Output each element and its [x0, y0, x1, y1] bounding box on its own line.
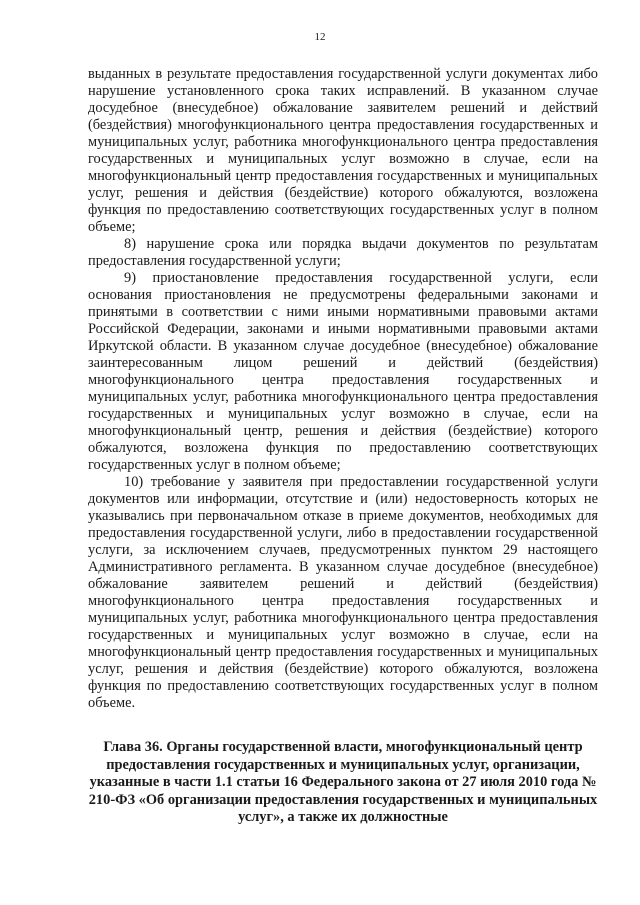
page-number: 12	[314, 31, 326, 43]
chapter-heading: Глава 36. Органы государственной власти, многофункциональный центр предоставления государственных и муниципальных услуг, организации, указанные в части 1.1 статьи 16 Федерального закона от 27 июля 2010 года № 210-ФЗ «Об организации предоставления государственных и муниципальных услуг», а также их должностные	[88, 739, 598, 825]
paragraph-continuation: выданных в результате предоставления государственной услуги документах либо нарушение установленного срока таких исправлений. В указанном случае досудебное (внесудебное) обжалование заявителем решений и действий (бездействия) многофункционального центра предоставления государственных и муниципальных услуг, работника многофункционального центра предоставления государственных и муниципальных услуг возможно в случае, если на многофункциональный центр предоставления государственных и муниципальных услуг, решения и действия (бездействие) которого обжалуются, возложена функция по предоставлению соответствующих государственных услуг в полном объеме;	[88, 66, 598, 235]
paragraph-item-8: 8) нарушение срока или порядка выдачи документов по результатам предоставления государственной услуги;	[88, 236, 598, 269]
paragraph-item-10: 10) требование у заявителя при предоставлении государственной услуги документов или информации, отсутствие и (или) недостоверность которых не указывались при первоначальном отказе в приеме документов, необходимых для предоставления государственной услуги, либо в предоставлении государственной услуги, за исключением случаев, предусмотренных пунктом 29 настоящего Административного регламента. В указанном случае досудебное (внесудебное) обжалование заявителем решений и действий (бездействия) многофункционального центра предоставления государственных и муниципальных услуг, работника многофункционального центра предоставления государственных и муниципальных услуг возможно в случае, если на многофункциональный центр предоставления государственных и муниципальных услуг, решения и действия (бездействие) которого обжалуются, возложена функция по предоставлению соответствующих государственных услуг в полном объеме.	[88, 474, 598, 711]
paragraph-item-9: 9) приостановление предоставления государственной услуги, если основания приостановления не предусмотрены федеральными законами и принятыми в соответствии с ними иными нормативными правовыми актами Российской Федерации, законами и иными нормативными правовыми актами Иркутской области. В указанном случае досудебное (внесудебное) обжалование заинтересованным лицом решений и действий (бездействия) многофункционального центра предоставления государственных и муниципальных услуг, работника многофункционального центра предоставления государственных и муниципальных услуг возможно в случае, если на многофункциональный центр, решения и действия (бездействие) которого обжалуются, возложена функция по предоставлению соответствующих государственных услуг в полном объеме;	[88, 270, 598, 473]
document-body	[88, 66, 598, 712]
